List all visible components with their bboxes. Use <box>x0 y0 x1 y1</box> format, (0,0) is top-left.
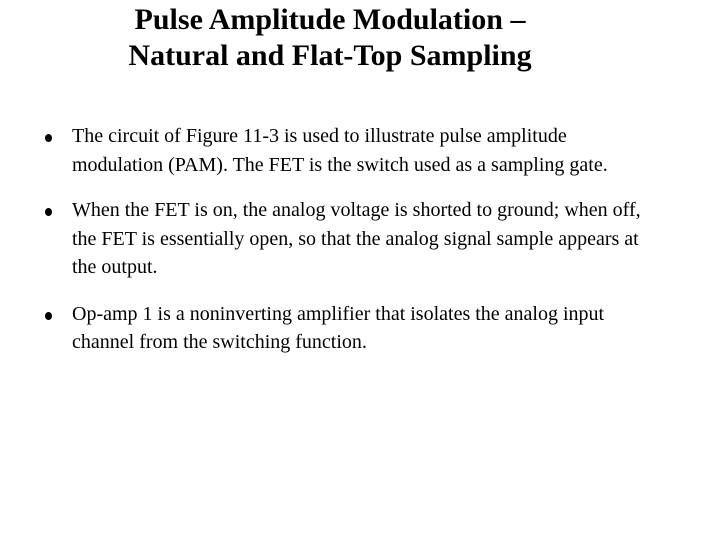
bullet-item <box>40 196 660 282</box>
bullet-text: When the FET is on, the analog voltage is shorted to ground; when off, the FET is essentially open, so that the analog signal sample appears at the output. <box>72 199 641 278</box>
slide-title <box>60 2 600 74</box>
bullet-dot-icon <box>45 312 52 320</box>
bullet-dot-icon <box>45 134 52 142</box>
slide-title-line-2: Natural and Flat-Top Sampling <box>128 39 532 72</box>
slide-title-line-1: Pulse Amplitude Modulation – <box>134 3 526 36</box>
bullet-text: The circuit of Figure 11-3 is used to illustrate pulse amplitude modulation (PAM). The FET is the switch used as a sampling gate. <box>72 125 608 176</box>
bullet-list <box>40 122 660 374</box>
bullet-dot-icon <box>45 208 52 216</box>
bullet-text: Op-amp 1 is a noninverting amplifier that isolates the analog input channel from the switching function. <box>72 302 605 353</box>
bullet-item <box>40 122 660 179</box>
bullet-item <box>40 300 660 357</box>
